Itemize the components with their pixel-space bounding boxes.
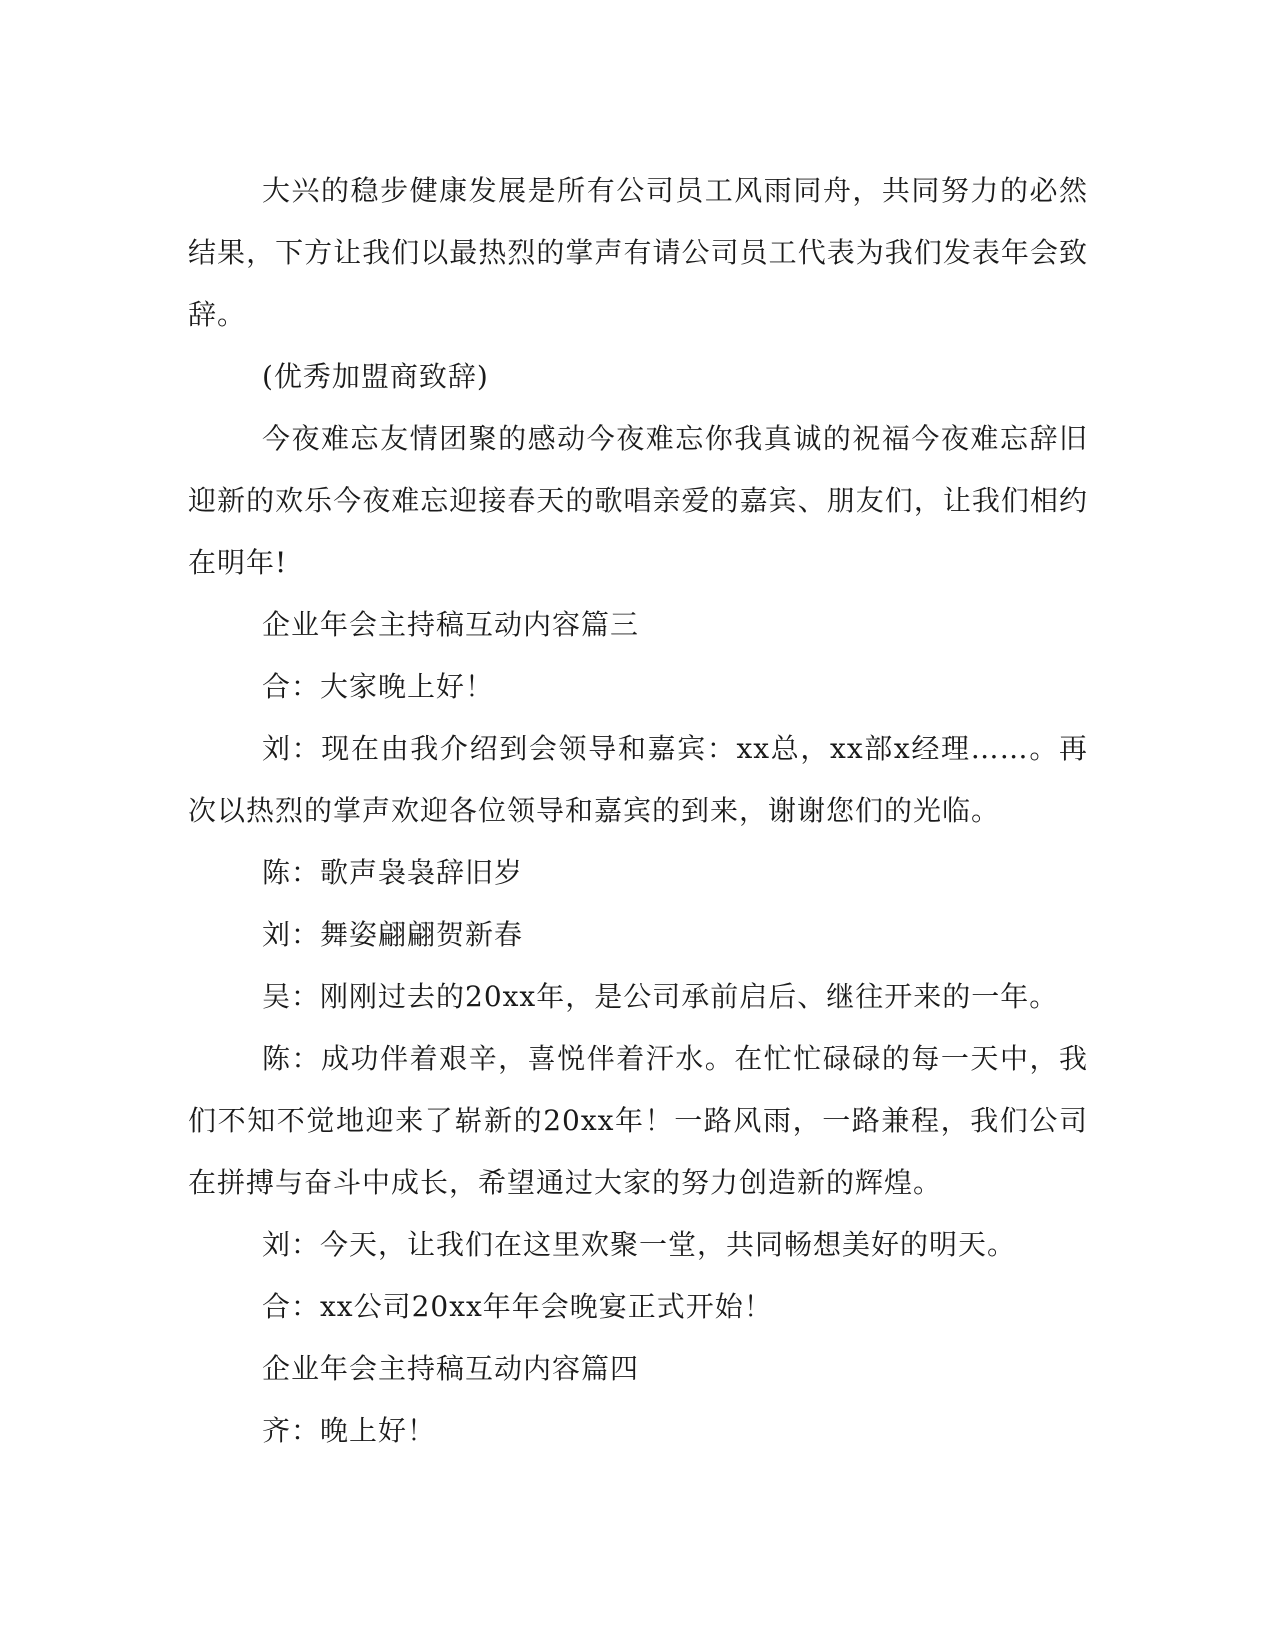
paragraph: 大兴的稳步健康发展是所有公司员工风雨同舟，共同努力的必然结果，下方让我们以最热烈的掌声有请公司员工代表为我们发表年会致辞。 bbox=[188, 174, 1088, 331]
dialogue-line: 刘：今天，让我们在这里欢聚一堂，共同畅想美好的明天。 bbox=[262, 1228, 1017, 1261]
dialogue-line: 陈：歌声袅袅辞旧岁 bbox=[262, 856, 524, 889]
dialogue-line: 合：大家晚上好！ bbox=[262, 670, 495, 703]
document-body bbox=[188, 160, 1088, 1462]
paragraph: (优秀加盟商致辞) bbox=[262, 360, 489, 393]
dialogue-line: 齐：晚上好！ bbox=[262, 1414, 437, 1447]
dialogue-line: 刘：舞姿翩翩贺新春 bbox=[262, 918, 524, 951]
dialogue-line: 刘：现在由我介绍到会领导和嘉宾：xx总，xx部x经理……。再次以热烈的掌声欢迎各位领导和嘉宾的到来，谢谢您们的光临。 bbox=[188, 732, 1088, 827]
dialogue-line: 陈：成功伴着艰辛，喜悦伴着汗水。在忙忙碌碌的每一天中，我们不知不觉地迎来了崭新的20xx年！一路风雨，一路兼程，我们公司在拼搏与奋斗中成长，希望通过大家的努力创造新的辉煌。 bbox=[188, 1042, 1088, 1199]
dialogue-line: 吴：刚刚过去的20xx年，是公司承前启后、继往开来的一年。 bbox=[262, 980, 1059, 1013]
paragraph: 今夜难忘友情团聚的感动今夜难忘你我真诚的祝福今夜难忘辞旧迎新的欢乐今夜难忘迎接春天的歌唱亲爱的嘉宾、朋友们，让我们相约在明年! bbox=[188, 422, 1088, 579]
section-heading: 企业年会主持稿互动内容篇四 bbox=[262, 1352, 640, 1385]
section-heading: 企业年会主持稿互动内容篇三 bbox=[262, 608, 640, 641]
dialogue-line: 合：xx公司20xx年年会晚宴正式开始！ bbox=[262, 1290, 773, 1323]
